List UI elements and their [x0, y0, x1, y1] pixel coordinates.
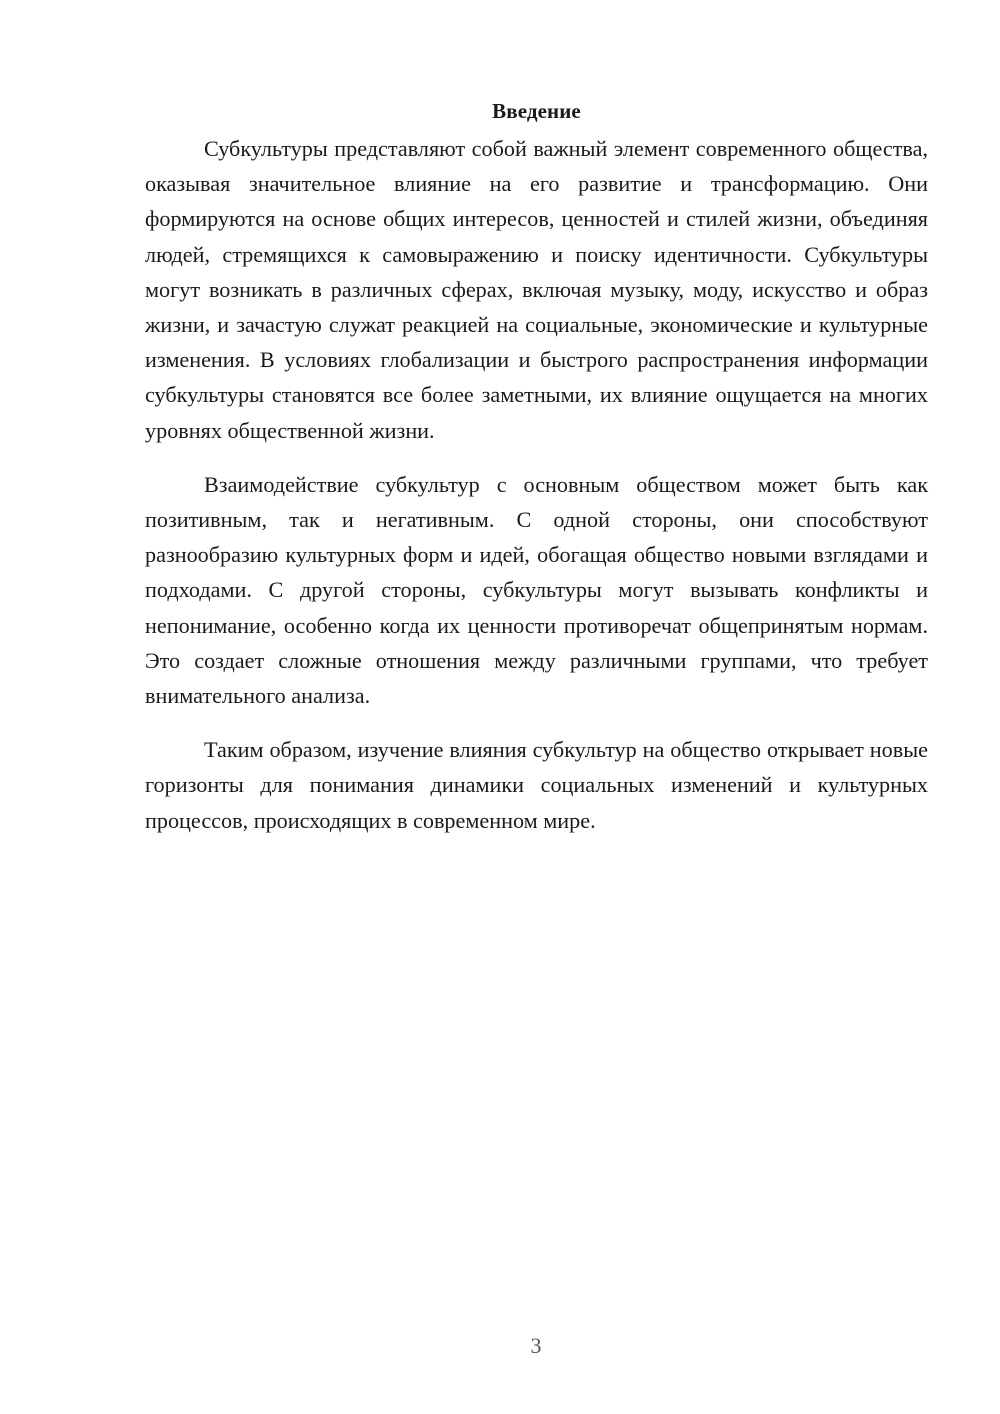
- paragraph-3: Таким образом, изучение влияния субкультур на общество открывает новые горизонты для понимания динамики социальных изменений и культурных процессов, происходящих в современном мире.: [145, 737, 928, 833]
- paragraph-2: Взаимодействие субкультур с основным обществом может быть как позитивным, так и негативным. С одной стороны, они способствуют разнообразию культурных форм и идей, обогащая общество новыми взглядами и подходами. С другой стороны, субкультуры могут вызывать конфликты и непонимание, особенно когда их ценности противоречат общепринятым нормам. Это создает сложные отношения между различными группами, что требует внимательного анализа.: [145, 471, 928, 709]
- page-number: 3: [530, 1333, 542, 1358]
- section-heading: Введение: [492, 99, 581, 123]
- page-content: [145, 96, 928, 857]
- paragraph-1: Субкультуры представляют собой важный элемент современного общества, оказывая значительное влияние на его развитие и трансформацию. Они формируются на основе общих интересов, ценностей и стилей жизни, объединяя людей, стремящихся к самовыражению и поиску идентичности. Субкультуры могут возникать в различных сферах, включая музыку, моду, искусство и образ жизни, и зачастую служат реакцией на социальные, экономические и культурные изменения. В условиях глобализации и быстрого распространения информации субкультуры становятся все более заметными, их влияние ощущается на многих уровнях общественной жизни.: [145, 136, 928, 443]
